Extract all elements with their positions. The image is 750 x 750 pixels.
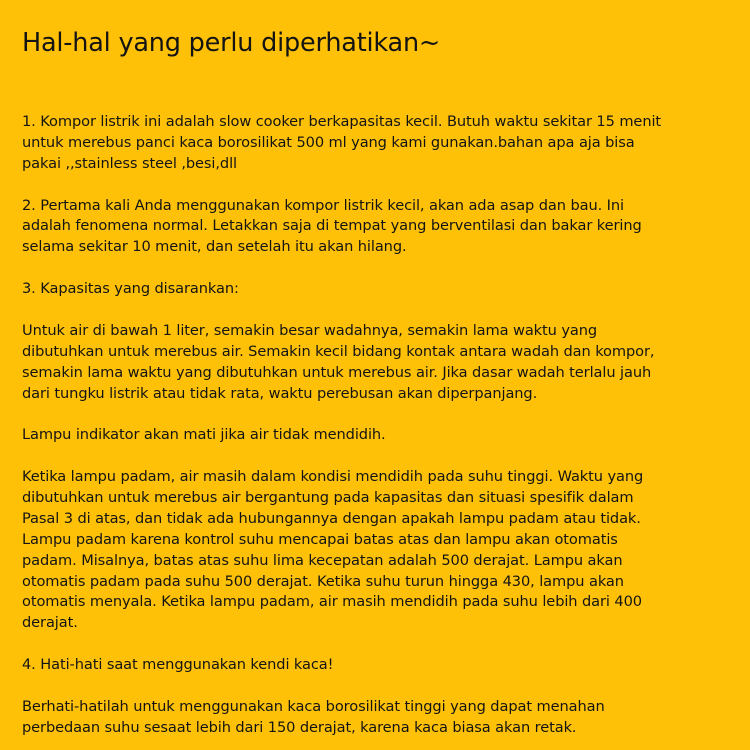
paragraph-spacer — [22, 300, 734, 321]
paragraph-line: Pasal 3 di atas, dan tidak ada hubungannya dengan apakah lampu padam atau tidak. — [22, 509, 641, 527]
paragraph-line: otomatis menyala. Ketika lampu padam, air masih mendidih pada suhu lebih dari 400 — [22, 593, 642, 611]
paragraph-line: untuk merebus panci kaca borosilikat 500 ml yang kami gunakan.bahan apa aja bisa — [22, 133, 635, 151]
paragraph-spacer — [22, 676, 734, 697]
paragraph-spacer — [22, 258, 734, 279]
paragraph — [22, 196, 734, 259]
paragraph — [22, 112, 734, 175]
paragraph-line: 1. Kompor listrik ini adalah slow cooker berkapasitas kecil. Butuh waktu sekitar 15 menit — [22, 113, 662, 130]
paragraph-line: 4. Hati-hati saat menggunakan kendi kaca! — [22, 656, 334, 674]
paragraph-line: adalah fenomena normal. Letakkan saja di tempat yang berventilasi dan bakar kering — [22, 217, 642, 235]
paragraph-line: padam. Misalnya, batas atas suhu lima kecepatan adalah 500 derajat. Lampu akan — [22, 551, 623, 569]
paragraph-line: derajat. — [22, 614, 78, 632]
paragraph-spacer — [22, 446, 734, 467]
paragraph — [22, 425, 734, 446]
paragraph-spacer — [22, 634, 734, 655]
paragraph-line: perbedaan suhu sesaat lebih dari 150 derajat, karena kaca biasa akan retak. — [22, 718, 577, 736]
page-title: Hal-hal yang perlu diperhatikan~ — [22, 28, 441, 58]
paragraph-line: dari tungku listrik atau tidak rata, waktu perebusan akan diperpanjang. — [22, 384, 538, 402]
paragraph-line: Lampu indikator akan mati jika air tidak mendidih. — [22, 426, 386, 444]
paragraph-line: semakin lama waktu yang dibutuhkan untuk merebus air. Jika dasar wadah terlalu jauh — [22, 363, 652, 381]
paragraph — [22, 697, 734, 739]
paragraph-spacer — [22, 175, 734, 196]
paragraph-line: 3. Kapasitas yang disarankan: — [22, 280, 239, 298]
paragraph-line: selama sekitar 10 menit, dan setelah itu akan hilang. — [22, 238, 407, 256]
paragraph-line: Untuk air di bawah 1 liter, semakin besar wadahnya, semakin lama waktu yang — [22, 321, 598, 339]
paragraph — [22, 467, 734, 634]
paragraph-line: 2. Pertama kali Anda menggunakan kompor listrik kecil, akan ada asap dan bau. Ini — [22, 196, 624, 214]
paragraph — [22, 279, 734, 300]
paragraph — [22, 655, 734, 676]
paragraph-line: dibutuhkan untuk merebus air bergantung pada kapasitas dan situasi spesifik dalam — [22, 489, 634, 507]
document-body — [22, 112, 734, 739]
paragraph-line: otomatis padam pada suhu 500 derajat. Ketika suhu turun hingga 430, lampu akan — [22, 572, 624, 590]
paragraph-line: pakai ,,stainless steel ,besi,dll — [22, 154, 237, 172]
paragraph-spacer — [22, 404, 734, 425]
paragraph-line: Ketika lampu padam, air masih dalam kondisi mendidih pada suhu tinggi. Waktu yang — [22, 468, 644, 486]
paragraph-line: Lampu padam karena kontrol suhu mencapai batas atas dan lampu akan otomatis — [22, 530, 618, 548]
paragraph-line: Berhati-hatilah untuk menggunakan kaca borosilikat tinggi yang dapat menahan — [22, 697, 605, 715]
paragraph-line: dibutuhkan untuk merebus air. Semakin kecil bidang kontak antara wadah dan kompor, — [22, 342, 655, 360]
paragraph — [22, 321, 734, 405]
